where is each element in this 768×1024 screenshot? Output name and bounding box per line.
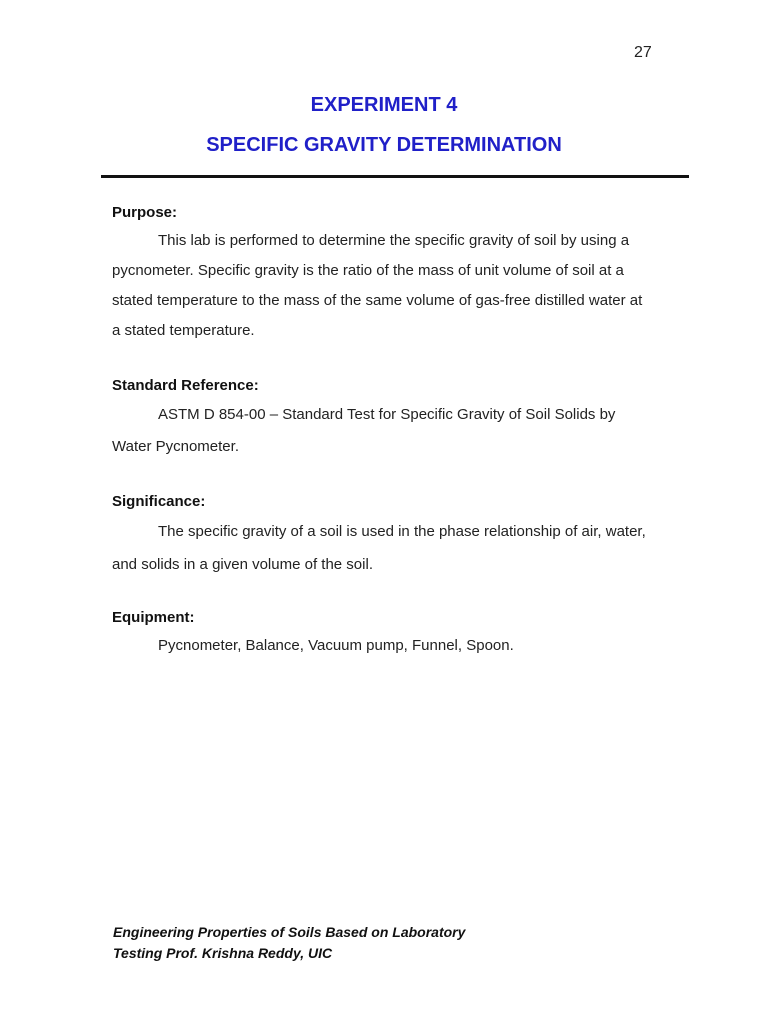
equipment-text: Pycnometer, Balance, Vacuum pump, Funnel, Spoon. (158, 637, 514, 654)
footer (113, 922, 465, 964)
footer-line-2: Testing Prof. Krishna Reddy, UIC (113, 945, 333, 961)
purpose-text: This lab is performed to determine the specific gravity of soil by using a pycnometer. Specific gravity is the ratio of the mass of unit volume of soil at a stated temperature to the mass of the same volume of gas-free distilled water at a stated temperature. (112, 232, 643, 339)
significance-body (112, 515, 652, 581)
page-title: SPECIFIC GRAVITY DETERMINATION (206, 134, 562, 156)
title-divider (101, 175, 689, 178)
reference-heading: Standard Reference: (112, 377, 259, 394)
purpose-heading: Purpose: (112, 204, 178, 221)
equipment-heading: Equipment: (112, 609, 195, 626)
reference-text: ASTM D 854-00 – Standard Test for Specific Gravity of Soil Solids by Water Pycnometer. (112, 406, 616, 455)
experiment-number: EXPERIMENT 4 (310, 94, 458, 116)
footer-line-1: Engineering Properties of Soils Based on Laboratory (113, 924, 466, 940)
purpose-body (112, 226, 652, 346)
equipment-body (112, 631, 652, 661)
page-number: 27 (634, 44, 652, 61)
reference-body (112, 399, 652, 463)
significance-text: The specific gravity of a soil is used in the phase relationship of air, water, and solids in a given volume of the soil. (112, 523, 646, 573)
significance-heading: Significance: (112, 493, 206, 510)
